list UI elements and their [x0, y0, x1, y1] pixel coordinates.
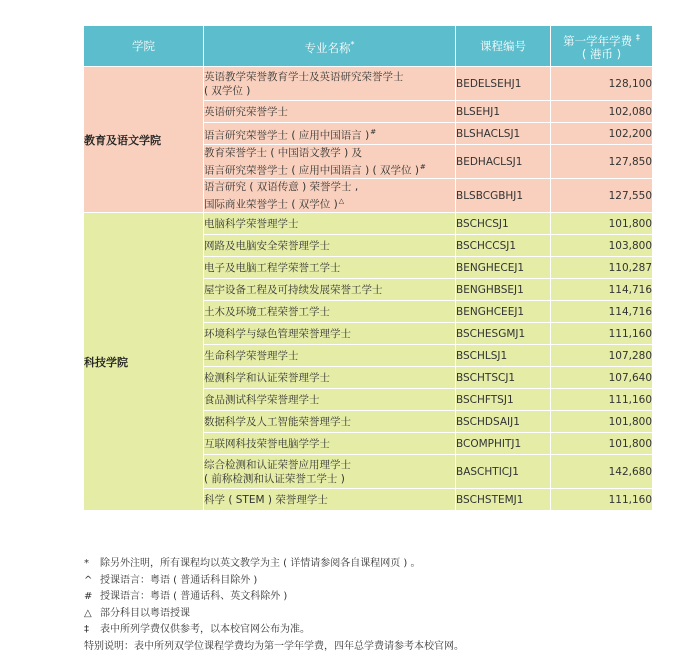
- tuition-fee-cell: 102,080: [551, 101, 652, 123]
- major-line: 生命科学荣誉理学士: [204, 349, 299, 362]
- major-cell: [204, 367, 456, 389]
- major-line: 数据科学及人工智能荣誉理学士: [204, 415, 351, 428]
- major-line: ( 前称检测和认证荣誉工学士 ): [204, 472, 345, 485]
- header-major: [204, 26, 456, 67]
- course-code-cell: BSCHSTEMJ1: [456, 489, 551, 511]
- major-cell: [204, 411, 456, 433]
- major-note-mark: #: [419, 162, 426, 171]
- tuition-fee-cell: 103,800: [551, 235, 652, 257]
- footnote-text: 除另外注明，所有课程均以英文教学为主 ( 详情请参阅各自课程网页 ) 。: [100, 558, 421, 569]
- tuition-fee-cell: 142,680: [551, 455, 652, 489]
- header-fee-label: 第一学年学费: [563, 33, 633, 48]
- course-code-cell: BSCHFTSJ1: [456, 389, 551, 411]
- header-major-mark: *: [350, 39, 355, 49]
- tuition-fee-cell: 102,200: [551, 123, 652, 145]
- footnote: [84, 573, 684, 590]
- footnote-text: 特别说明：表中所列双学位课程学费均为第一学年学费，四年总学费请参考本校官网。: [84, 640, 464, 652]
- major-cell: [204, 279, 456, 301]
- footnote-text: 授课语言：粤语 ( 普通话科、英文科除外 ): [100, 591, 288, 602]
- tuition-fee-cell: 127,550: [551, 179, 652, 213]
- footnote: [84, 639, 684, 656]
- tuition-fee-cell: 114,716: [551, 279, 652, 301]
- tuition-fee-cell: 114,716: [551, 301, 652, 323]
- major-cell: [204, 235, 456, 257]
- major-cell: [204, 67, 456, 101]
- major-line: 网路及电脑安全荣誉理学士: [204, 239, 330, 252]
- course-code-cell: BENGHCEEJ1: [456, 301, 551, 323]
- course-code-cell: BASCHTICJ1: [456, 455, 551, 489]
- major-cell: [204, 455, 456, 489]
- major-cell: [204, 489, 456, 511]
- course-code-cell: BLSHACLSJ1: [456, 123, 551, 145]
- major-line: 屋宇设备工程及可持续发展荣誉工学士: [204, 283, 383, 296]
- tuition-fee-cell: 127,850: [551, 145, 652, 179]
- course-code-cell: BEDHACLSJ1: [456, 145, 551, 179]
- footnote: [84, 589, 684, 606]
- course-code-cell: BENGHECEJ1: [456, 257, 551, 279]
- major-cell: [204, 301, 456, 323]
- header-college: [84, 26, 204, 67]
- footnote-symbol: ^: [84, 574, 93, 586]
- course-code-cell: BCOMPHITJ1: [456, 433, 551, 455]
- footnote-text: 授课语言：粤语 ( 普通话科目除外 ): [100, 574, 258, 586]
- major-cell: [204, 213, 456, 235]
- major-line: 检测科学和认证荣誉理学士: [204, 371, 330, 384]
- major-cell: [204, 179, 456, 213]
- table-row: [84, 213, 652, 235]
- course-code-cell: BSCHLSJ1: [456, 345, 551, 367]
- major-line: 土木及环境工程荣誉工学士: [204, 305, 330, 318]
- tuition-fee-cell: 107,640: [551, 367, 652, 389]
- tuition-fee-cell: 111,160: [551, 323, 652, 345]
- fee-table: [84, 26, 652, 511]
- major-line: 英语研究荣誉学士: [204, 105, 288, 118]
- major-cell: [204, 101, 456, 123]
- footnote-symbol: ‡: [84, 624, 89, 635]
- major-cell: [204, 345, 456, 367]
- footnotes: [84, 556, 684, 655]
- major-line: ( 双学位 ): [204, 84, 251, 97]
- major-line: 教育荣誉学士 ( 中国语文教学 ) 及: [204, 146, 363, 159]
- college-cell: 教育及语文学院: [84, 67, 204, 213]
- header-fee-currency: ( 港币 ): [581, 47, 622, 62]
- table-header-row: [84, 26, 652, 67]
- major-cell: [204, 433, 456, 455]
- course-code-cell: BLSBCGBHJ1: [456, 179, 551, 213]
- header-major-label: 专业名称: [304, 40, 351, 55]
- college-cell: 科技学院: [84, 213, 204, 511]
- footnote: [84, 556, 684, 573]
- major-cell: [204, 145, 456, 179]
- major-note-mark: △: [338, 196, 345, 205]
- course-code-cell: BLSEHJ1: [456, 101, 551, 123]
- course-code-cell: BSCHDSAIJ1: [456, 411, 551, 433]
- major-line: 语言研究 ( 双语传意 ) 荣誉学士 ,: [204, 180, 359, 193]
- major-note-mark: #: [370, 127, 377, 136]
- header-code: [456, 26, 551, 67]
- major-cell: [204, 323, 456, 345]
- course-code-cell: BSCHCSJ1: [456, 213, 551, 235]
- major-line: 综合检测和认证荣誉应用理学士: [204, 458, 351, 471]
- footnote: [84, 622, 684, 639]
- major-cell: [204, 257, 456, 279]
- header-fee-mark: ‡: [635, 32, 640, 42]
- major-line: 电子及电脑工程学荣誉工学士: [204, 261, 341, 274]
- footnote-symbol: *: [84, 558, 89, 569]
- footnote-symbol: △: [84, 607, 92, 619]
- tuition-fee-cell: 111,160: [551, 389, 652, 411]
- footnote-text: 表中所列学费仅供参考，以本校官网公布为准。: [100, 624, 310, 635]
- footnote-symbol: #: [84, 591, 93, 602]
- tuition-fee-cell: 101,800: [551, 433, 652, 455]
- major-line: 英语教学荣誉教育学士及英语研究荣誉学士: [204, 70, 404, 83]
- header-college-label: 学院: [132, 39, 155, 53]
- major-line: 语言研究荣誉学士 ( 应用中国语言 ): [204, 129, 370, 142]
- major-line: 电脑科学荣誉理学士: [204, 217, 299, 230]
- major-line: 环境科学与绿色管理荣誉理学士: [204, 327, 351, 340]
- header-code-label: 课程编号: [480, 39, 526, 53]
- major-line: 科学 ( STEM ) 荣誉理学士: [204, 493, 328, 506]
- major-cell: [204, 389, 456, 411]
- tuition-fee-cell: 101,800: [551, 411, 652, 433]
- tuition-fee-cell: 128,100: [551, 67, 652, 101]
- course-code-cell: BSCHESGMJ1: [456, 323, 551, 345]
- tuition-fee-cell: 110,287: [551, 257, 652, 279]
- major-cell: [204, 123, 456, 145]
- course-code-cell: BSCHTSCJ1: [456, 367, 551, 389]
- course-code-cell: BENGHBSEJ1: [456, 279, 551, 301]
- major-line: 互联网科技荣誉电脑学学士: [204, 437, 330, 450]
- tuition-fee-cell: 107,280: [551, 345, 652, 367]
- tuition-fee-cell: 101,800: [551, 213, 652, 235]
- course-code-cell: BEDELSEHJ1: [456, 67, 551, 101]
- fee-table-container: [84, 26, 652, 511]
- table-row: [84, 67, 652, 101]
- footnote: [84, 606, 684, 623]
- tuition-fee-cell: 111,160: [551, 489, 652, 511]
- major-line: 语言研究荣誉学士 ( 应用中国语言 ) ( 双学位 ): [204, 164, 419, 177]
- major-line: 食品测试科学荣誉理学士: [204, 393, 320, 406]
- major-line: 国际商业荣誉学士 ( 双学位 ): [204, 198, 338, 211]
- footnote-text: 部分科目以粤语授课: [100, 607, 190, 619]
- course-code-cell: BSCHCCSJ1: [456, 235, 551, 257]
- header-fee: [551, 26, 652, 67]
